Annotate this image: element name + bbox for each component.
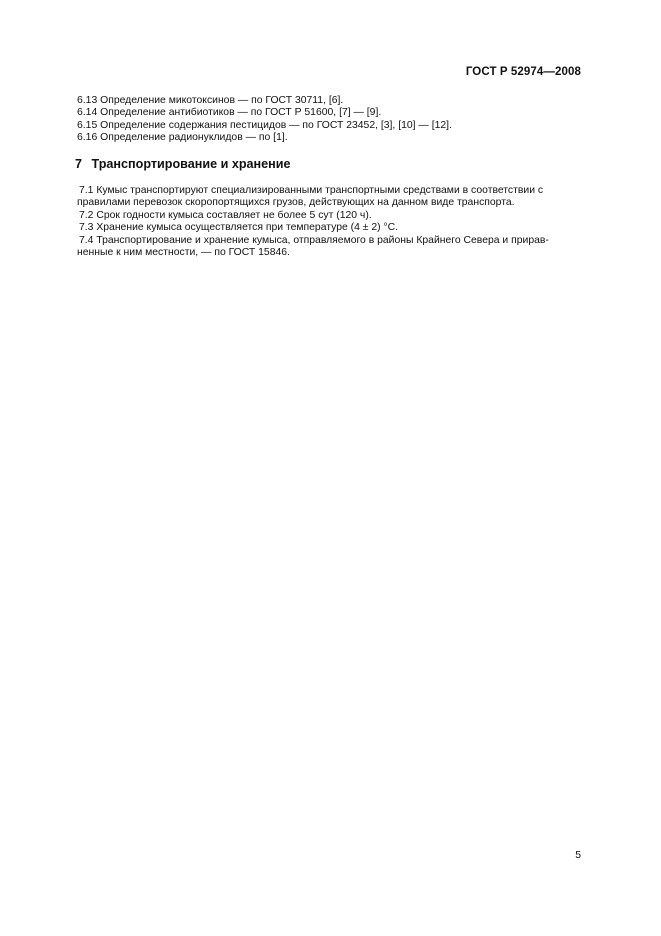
clause-7-2-line-1: 7.2 Срок годности кумыса составляет не более 5 сут (120 ч).: [79, 209, 372, 221]
clause-6-16: 6.16 Определение радионуклидов — по [1].: [77, 132, 288, 144]
clause-7-1: [75, 185, 580, 210]
page-number: 5: [575, 850, 581, 861]
clause-7-1-line-1: 7.1 Кумыс транспортируют специализированными транспортными средствами в соответствии с: [79, 185, 544, 197]
page-content: [75, 95, 580, 259]
clause-7-4: [75, 235, 580, 260]
section-7-number: 7: [75, 156, 83, 171]
clause-7-2: [75, 210, 580, 222]
clause-7-1-line-2: правилами перевозок скоропортящихся грузов, действующих на данном виде транспорта.: [77, 197, 515, 209]
clause-7-4-line-2: ненные к ним местности, — по ГОСТ 15846.: [77, 247, 290, 259]
document-code: ГОСТ Р 52974—2008: [465, 66, 581, 78]
clause-6-15: 6.15 Определение содержания пестицидов — по ГОСТ 23452, [3], [10] — [12].: [77, 119, 452, 131]
section-7-title: Транспортирование и хранение: [91, 156, 291, 171]
clause-6-14: 6.14 Определение антибиотиков — по ГОСТ Р 51600, [7] — [9].: [77, 107, 382, 119]
clause-7-4-line-1: 7.4 Транспортирование и хранение кумыса, отправляемого в районы Крайнего Севера и прирав-: [79, 234, 549, 246]
section-7-heading: [75, 158, 580, 170]
clause-7-3: [75, 222, 580, 234]
clause-6-13: 6.13 Определение микотоксинов — по ГОСТ 30711, [6].: [77, 95, 344, 106]
clause-7-3-line-1: 7.3 Хранение кумыса осуществляется при температуре (4 ± 2) °С.: [79, 222, 399, 234]
